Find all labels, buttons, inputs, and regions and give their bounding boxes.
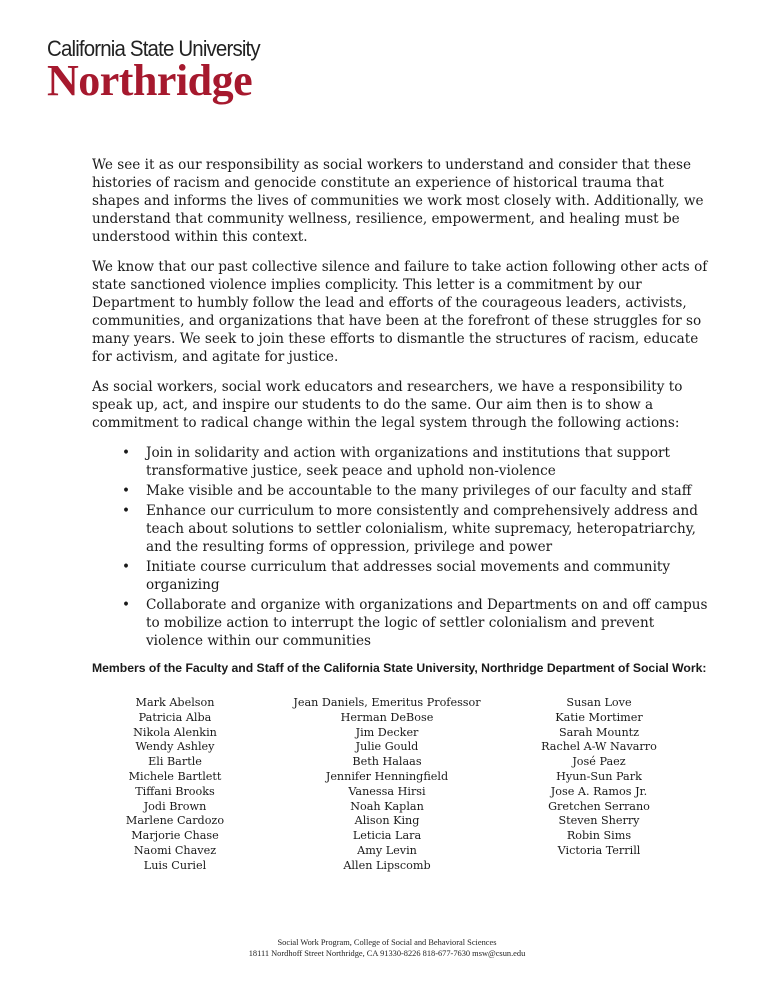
- member-name: Beth Halaas: [352, 755, 422, 769]
- member-name: Marlene Cardozo: [125, 814, 225, 828]
- action-text: Collaborate and organize with organizations and Departments on and off campus to mobilize action to interrupt the logic of settler colonialism and prevent violence within our communities: [146, 597, 708, 649]
- member-name: Jose A. Ramos Jr.: [550, 784, 648, 798]
- action-item: [122, 558, 708, 594]
- member-name: Hyun-Sun Park: [556, 769, 642, 783]
- paragraph-complicity: We know that our past collective silence and failure to take action following other acts of state sanctioned violence implies complicity. This letter is a commitment by our Department to humbly follow the lead and efforts of the courageous leaders, activists, communities, and organizations that have been at the forefront of these struggles for so many years. We seek to join these efforts to dismantle the structures of racism, educate for activism, and agitate for justice.: [92, 259, 708, 365]
- paragraph-trauma: We see it as our responsibility as social workers to understand and consider that these histories of racism and genocide constitute an experience of historical trauma that shapes and informs the lives of communities we work most closely with. Additionally, we understand that community wellness, resilience, empowerment, and healing must be understood within this context.: [92, 157, 704, 245]
- actions-list: [92, 444, 708, 650]
- action-text: Enhance our curriculum to more consistently and comprehensively address and teach about solutions to settler colonialism, white supremacy, heteropatriarchy, and the resulting forms of oppression, privilege and power: [146, 503, 698, 555]
- action-text: Initiate course curriculum that addresses social movements and community organizing: [146, 559, 671, 593]
- bullet: •: [122, 597, 131, 613]
- member-name: Tiffani Brooks: [135, 784, 215, 798]
- action-item: [122, 444, 708, 480]
- member-name: Noah Kaplan: [350, 799, 424, 813]
- action-text: Make visible and be accountable to the many privileges of our faculty and staff: [146, 483, 692, 499]
- member-name: Wendy Ashley: [135, 740, 215, 754]
- member-name: Jodi Brown: [143, 799, 207, 813]
- bullet: •: [122, 445, 131, 461]
- logo-university-line: California State University: [47, 36, 260, 61]
- bullet: •: [122, 483, 131, 499]
- action-item: [122, 502, 708, 556]
- member-name: Jim Decker: [355, 725, 419, 739]
- paragraph-responsibility: As social workers, social work educators and researchers, we have a responsibility to speak up, act, and inspire our students to do the same. Our aim then is to show a commitment to radical change within the legal system through the following actions:: [92, 379, 683, 431]
- members-column-3: [524, 696, 674, 859]
- member-name: Patricia Alba: [138, 710, 212, 724]
- member-name: Leticia Lara: [352, 829, 422, 843]
- member-name: Marjorie Chase: [131, 829, 219, 843]
- bullet: •: [122, 503, 131, 519]
- member-name: Herman DeBose: [340, 710, 434, 724]
- members-column-2: [292, 696, 482, 874]
- member-name: Eli Bartle: [148, 755, 202, 769]
- letter-body: [92, 156, 708, 652]
- member-name: Julie Gould: [355, 740, 419, 754]
- members-heading: Members of the Faculty and Staff of the California State University, Northridge Department of Social Work:: [92, 661, 707, 675]
- member-name: Gretchen Serrano: [548, 799, 650, 813]
- footer-address-line: 18111 Nordhoff Street Northridge, CA 91330-8226 818-677-7630 msw@csun.edu: [248, 949, 526, 958]
- logo-northridge: Northridge: [47, 56, 253, 105]
- members-column-1: [100, 696, 250, 874]
- member-name: Katie Mortimer: [555, 710, 643, 724]
- member-name: Michele Bartlett: [128, 769, 222, 783]
- member-name: Sarah Mountz: [558, 725, 640, 739]
- member-name: Luis Curiel: [143, 858, 207, 872]
- member-name: Rachel A-W Navarro: [541, 740, 657, 754]
- member-name: Mark Abelson: [135, 696, 215, 709]
- member-name: Jean Daniels, Emeritus Professor: [293, 696, 481, 709]
- action-text: Join in solidarity and action with organizations and institutions that support transformative justice, seek peace and uphold non-violence: [146, 445, 670, 479]
- action-item: [122, 596, 708, 650]
- member-name: Susan Love: [566, 696, 632, 709]
- member-name: Steven Sherry: [558, 814, 640, 828]
- member-name: Nikola Alenkin: [133, 725, 217, 739]
- action-item: [122, 482, 708, 500]
- csun-logo: [47, 36, 260, 105]
- page-footer: [0, 937, 774, 959]
- footer-program-line: Social Work Program, College of Social and Behavioral Sciences: [277, 938, 497, 947]
- member-name: Naomi Chavez: [133, 843, 217, 857]
- member-name: Amy Levin: [357, 843, 417, 857]
- member-name: Victoria Terrill: [557, 843, 641, 857]
- member-name: Allen Lipscomb: [343, 858, 431, 872]
- member-name: Vanessa Hirsi: [348, 784, 426, 798]
- member-name: Alison King: [354, 814, 420, 828]
- member-name: Robin Sims: [566, 829, 632, 843]
- member-name: Jennifer Henningfield: [325, 769, 449, 783]
- bullet: •: [122, 559, 131, 575]
- member-name: José Paez: [572, 755, 626, 769]
